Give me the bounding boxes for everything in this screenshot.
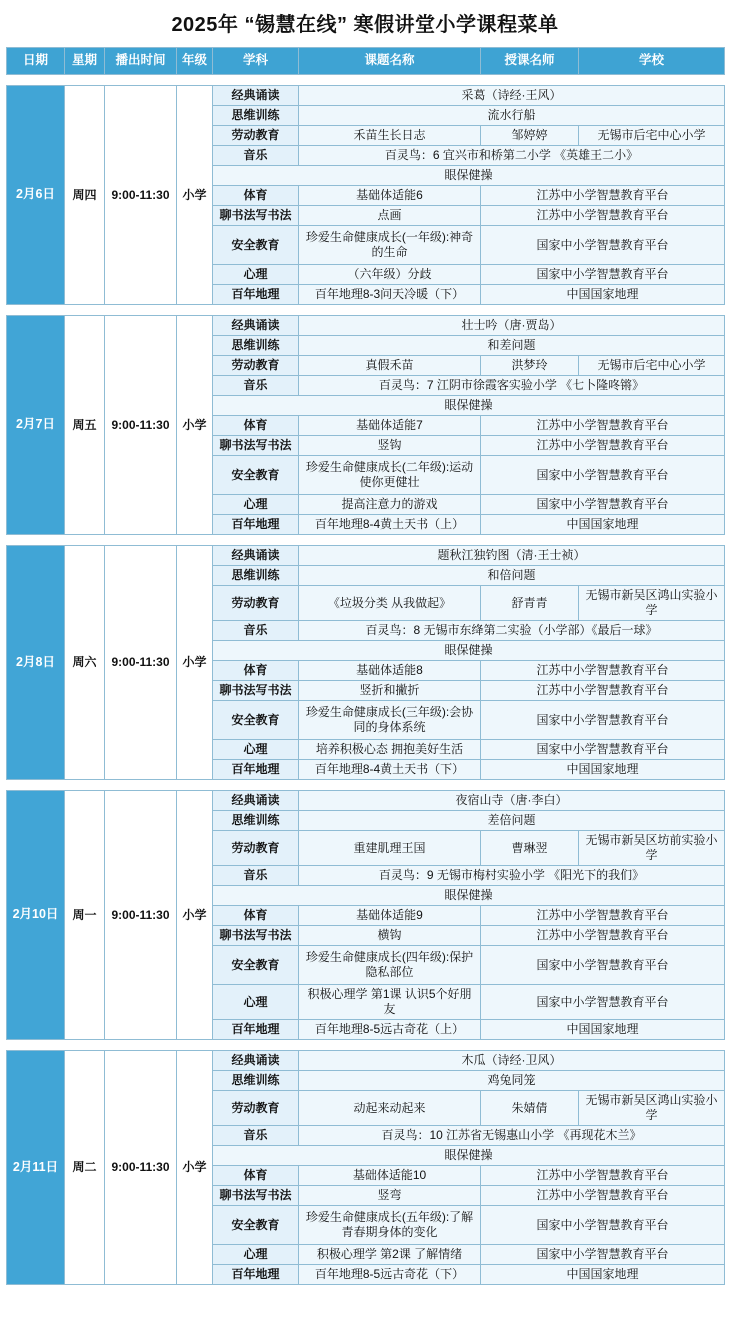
column-header-week: 星期: [65, 48, 105, 75]
cell-topic: 禾苗生长日志: [299, 126, 481, 146]
cell-week: 周一: [65, 791, 105, 1040]
cell-topic: 流水行船: [299, 106, 725, 126]
cell-subject: 百年地理: [213, 285, 299, 305]
cell-subject: 百年地理: [213, 515, 299, 535]
cell-school: 江苏中小学智慧教育平台: [481, 1166, 725, 1186]
cell-topic: 横钩: [299, 926, 481, 946]
cell-school: 江苏中小学智慧教育平台: [481, 436, 725, 456]
cell-grade: 小学: [177, 546, 213, 780]
cell-subject: 经典诵读: [213, 1051, 299, 1071]
column-header-grade: 年级: [177, 48, 213, 75]
cell-school: 无锡市新吴区坊前实验小学: [579, 831, 725, 866]
table-row: [7, 791, 725, 811]
cell-school: 无锡市新吴区鸿山实验小学: [579, 1091, 725, 1126]
cell-topic: 百年地理8-4黄土天书（上）: [299, 515, 481, 535]
cell-date: 2月8日: [7, 546, 65, 780]
cell-school: 国家中小学智慧教育平台: [481, 740, 725, 760]
cell-subject: 经典诵读: [213, 316, 299, 336]
cell-teacher: 曹琳翌: [481, 831, 579, 866]
cell-topic: 鸡兔同笼: [299, 1071, 725, 1091]
cell-subject: 思维训练: [213, 811, 299, 831]
cell-subject: 劳动教育: [213, 356, 299, 376]
cell-eye-exercise: 眼保健操: [213, 641, 725, 661]
cell-topic: 点画: [299, 206, 481, 226]
block-spacer: [6, 305, 724, 315]
schedule-blocks: [6, 75, 724, 1285]
cell-topic: 珍爱生命健康成长(三年级):会协同的身体系统: [299, 701, 481, 740]
cell-school: 江苏中小学智慧教育平台: [481, 661, 725, 681]
cell-subject: 安全教育: [213, 1206, 299, 1245]
cell-school: 中国国家地理: [481, 1020, 725, 1040]
cell-topic: 竖弯: [299, 1186, 481, 1206]
cell-subject: 思维训练: [213, 106, 299, 126]
cell-subject: 劳动教育: [213, 1091, 299, 1126]
cell-subject: 聊书法写书法: [213, 926, 299, 946]
cell-topic: 百灵鸟：9 无锡市梅村实验小学 《阳光下的我们》: [299, 866, 725, 886]
cell-time: 9:00-11:30: [105, 791, 177, 1040]
cell-date: 2月11日: [7, 1051, 65, 1285]
cell-topic: 壮士吟（唐·贾岛）: [299, 316, 725, 336]
cell-topic: 采葛（诗经·王风）: [299, 86, 725, 106]
cell-topic: 百年地理8-3问天冷暖（下）: [299, 285, 481, 305]
cell-topic: 积极心理学 第2课 了解情绪: [299, 1245, 481, 1265]
cell-school: 中国国家地理: [481, 1265, 725, 1285]
cell-topic: 百年地理8-5远古奇花（下）: [299, 1265, 481, 1285]
cell-subject: 体育: [213, 1166, 299, 1186]
cell-subject: 音乐: [213, 866, 299, 886]
cell-eye-exercise: 眼保健操: [213, 166, 725, 186]
cell-topic: 百年地理8-4黄土天书（下）: [299, 760, 481, 780]
cell-school: 江苏中小学智慧教育平台: [481, 416, 725, 436]
cell-subject: 安全教育: [213, 701, 299, 740]
cell-topic: 珍爱生命健康成长(二年级):运动使你更健壮: [299, 456, 481, 495]
cell-subject: 心理: [213, 495, 299, 515]
cell-school: 无锡市后宅中心小学: [579, 356, 725, 376]
cell-subject: 思维训练: [213, 566, 299, 586]
column-header-date: 日期: [7, 48, 65, 75]
page-title: 2025年 “锡慧在线” 寒假讲堂小学课程菜单: [171, 14, 559, 36]
cell-subject: 音乐: [213, 146, 299, 166]
table-row: [7, 546, 725, 566]
cell-school: 国家中小学智慧教育平台: [481, 265, 725, 285]
block-spacer: [6, 75, 724, 85]
cell-subject: 聊书法写书法: [213, 436, 299, 456]
cell-topic: 珍爱生命健康成长(一年级):神奇的生命: [299, 226, 481, 265]
cell-topic: 百灵鸟：10 江苏省无锡惠山小学 《再现花木兰》: [299, 1126, 725, 1146]
cell-eye-exercise: 眼保健操: [213, 396, 725, 416]
cell-topic: 基础体适能10: [299, 1166, 481, 1186]
cell-subject: 经典诵读: [213, 791, 299, 811]
cell-subject: 安全教育: [213, 226, 299, 265]
cell-topic: 珍爱生命健康成长(五年级):了解青春期身体的变化: [299, 1206, 481, 1245]
cell-topic: 《垃圾分类 从我做起》: [299, 586, 481, 621]
cell-grade: 小学: [177, 791, 213, 1040]
cell-teacher: 舒青青: [481, 586, 579, 621]
cell-topic: 动起来动起来: [299, 1091, 481, 1126]
cell-date: 2月10日: [7, 791, 65, 1040]
cell-subject: 劳动教育: [213, 586, 299, 621]
cell-teacher: 朱婧倩: [481, 1091, 579, 1126]
cell-subject: 体育: [213, 906, 299, 926]
cell-school: 中国国家地理: [481, 515, 725, 535]
schedule-header-table: [6, 47, 725, 75]
cell-week: 周二: [65, 1051, 105, 1285]
cell-school: 国家中小学智慧教育平台: [481, 1245, 725, 1265]
cell-school: 国家中小学智慧教育平台: [481, 1206, 725, 1245]
cell-school: 国家中小学智慧教育平台: [481, 701, 725, 740]
cell-school: 无锡市新吴区鸿山实验小学: [579, 586, 725, 621]
cell-subject: 聊书法写书法: [213, 1186, 299, 1206]
block-spacer: [6, 535, 724, 545]
cell-time: 9:00-11:30: [105, 1051, 177, 1285]
cell-school: 江苏中小学智慧教育平台: [481, 1186, 725, 1206]
table-header-row: [7, 48, 725, 75]
schedule-day-block: [6, 790, 725, 1040]
cell-subject: 音乐: [213, 376, 299, 396]
cell-school: 国家中小学智慧教育平台: [481, 456, 725, 495]
schedule-day-block: [6, 1050, 725, 1285]
column-header-time: 播出时间: [105, 48, 177, 75]
cell-topic: 百灵鸟：8 无锡市东绛第二实验（小学部）《最后一球》: [299, 621, 725, 641]
schedule-day-block: [6, 545, 725, 780]
column-header-school: 学校: [579, 48, 725, 75]
cell-topic: 夜宿山寺（唐·李白）: [299, 791, 725, 811]
column-header-teacher: 授课名师: [481, 48, 579, 75]
table-row: [7, 1051, 725, 1071]
cell-subject: 经典诵读: [213, 546, 299, 566]
cell-topic: 差倍问题: [299, 811, 725, 831]
table-row: [7, 316, 725, 336]
cell-topic: 百灵鸟：6 宜兴市和桥第二小学 《英雄王二小》: [299, 146, 725, 166]
schedule-day-block: [6, 315, 725, 535]
cell-eye-exercise: 眼保健操: [213, 886, 725, 906]
cell-subject: 心理: [213, 1245, 299, 1265]
cell-school: 江苏中小学智慧教育平台: [481, 186, 725, 206]
cell-subject: 体育: [213, 186, 299, 206]
cell-topic: 培养积极心态 拥抱美好生活: [299, 740, 481, 760]
cell-topic: 竖折和撇折: [299, 681, 481, 701]
cell-topic: 百年地理8-5远古奇花（上）: [299, 1020, 481, 1040]
cell-subject: 心理: [213, 265, 299, 285]
cell-school: 江苏中小学智慧教育平台: [481, 906, 725, 926]
cell-date: 2月6日: [7, 86, 65, 305]
cell-week: 周六: [65, 546, 105, 780]
cell-school: 国家中小学智慧教育平台: [481, 985, 725, 1020]
cell-date: 2月7日: [7, 316, 65, 535]
cell-subject: 音乐: [213, 1126, 299, 1146]
cell-topic: 和差问题: [299, 336, 725, 356]
cell-topic: （六年级）分歧: [299, 265, 481, 285]
cell-school: 中国国家地理: [481, 285, 725, 305]
cell-grade: 小学: [177, 1051, 213, 1285]
cell-time: 9:00-11:30: [105, 546, 177, 780]
cell-topic: 基础体适能6: [299, 186, 481, 206]
cell-subject: 体育: [213, 661, 299, 681]
cell-topic: 积极心理学 第1课 认识5个好朋友: [299, 985, 481, 1020]
cell-subject: 聊书法写书法: [213, 681, 299, 701]
cell-subject: 百年地理: [213, 760, 299, 780]
cell-topic: 竖钩: [299, 436, 481, 456]
cell-teacher: 邹婷婷: [481, 126, 579, 146]
cell-topic: 珍爱生命健康成长(四年级):保护隐私部位: [299, 946, 481, 985]
cell-subject: 百年地理: [213, 1265, 299, 1285]
cell-subject: 音乐: [213, 621, 299, 641]
cell-subject: 劳动教育: [213, 126, 299, 146]
cell-topic: 百灵鸟：7 江阴市徐霞客实验小学 《七卜隆咚锵》: [299, 376, 725, 396]
cell-teacher: 洪梦玲: [481, 356, 579, 376]
column-header-subject: 学科: [213, 48, 299, 75]
cell-subject: 体育: [213, 416, 299, 436]
cell-subject: 思维训练: [213, 1071, 299, 1091]
cell-topic: 提高注意力的游戏: [299, 495, 481, 515]
cell-school: 国家中小学智慧教育平台: [481, 495, 725, 515]
cell-topic: 木瓜（诗经·卫风）: [299, 1051, 725, 1071]
cell-topic: 基础体适能8: [299, 661, 481, 681]
cell-subject: 心理: [213, 985, 299, 1020]
cell-subject: 安全教育: [213, 946, 299, 985]
block-spacer: [6, 780, 724, 790]
cell-topic: 重建肌理王国: [299, 831, 481, 866]
cell-topic: 真假禾苗: [299, 356, 481, 376]
cell-time: 9:00-11:30: [105, 86, 177, 305]
cell-subject: 百年地理: [213, 1020, 299, 1040]
schedule-day-block: [6, 85, 725, 305]
cell-school: 江苏中小学智慧教育平台: [481, 681, 725, 701]
cell-week: 周四: [65, 86, 105, 305]
cell-grade: 小学: [177, 86, 213, 305]
cell-school: 江苏中小学智慧教育平台: [481, 926, 725, 946]
cell-school: 中国国家地理: [481, 760, 725, 780]
cell-topic: 基础体适能9: [299, 906, 481, 926]
cell-grade: 小学: [177, 316, 213, 535]
cell-subject: 安全教育: [213, 456, 299, 495]
cell-subject: 聊书法写书法: [213, 206, 299, 226]
block-spacer: [6, 1040, 724, 1050]
cell-week: 周五: [65, 316, 105, 535]
cell-school: 江苏中小学智慧教育平台: [481, 206, 725, 226]
cell-school: 国家中小学智慧教育平台: [481, 946, 725, 985]
cell-subject: 思维训练: [213, 336, 299, 356]
cell-school: 无锡市后宅中心小学: [579, 126, 725, 146]
cell-subject: 劳动教育: [213, 831, 299, 866]
cell-eye-exercise: 眼保健操: [213, 1146, 725, 1166]
cell-topic: 基础体适能7: [299, 416, 481, 436]
table-row: [7, 86, 725, 106]
cell-subject: 经典诵读: [213, 86, 299, 106]
cell-topic: 和倍问题: [299, 566, 725, 586]
cell-time: 9:00-11:30: [105, 316, 177, 535]
column-header-topic: 课题名称: [299, 48, 481, 75]
cell-subject: 心理: [213, 740, 299, 760]
cell-school: 国家中小学智慧教育平台: [481, 226, 725, 265]
cell-topic: 题秋江独钓图（清·王士祯）: [299, 546, 725, 566]
